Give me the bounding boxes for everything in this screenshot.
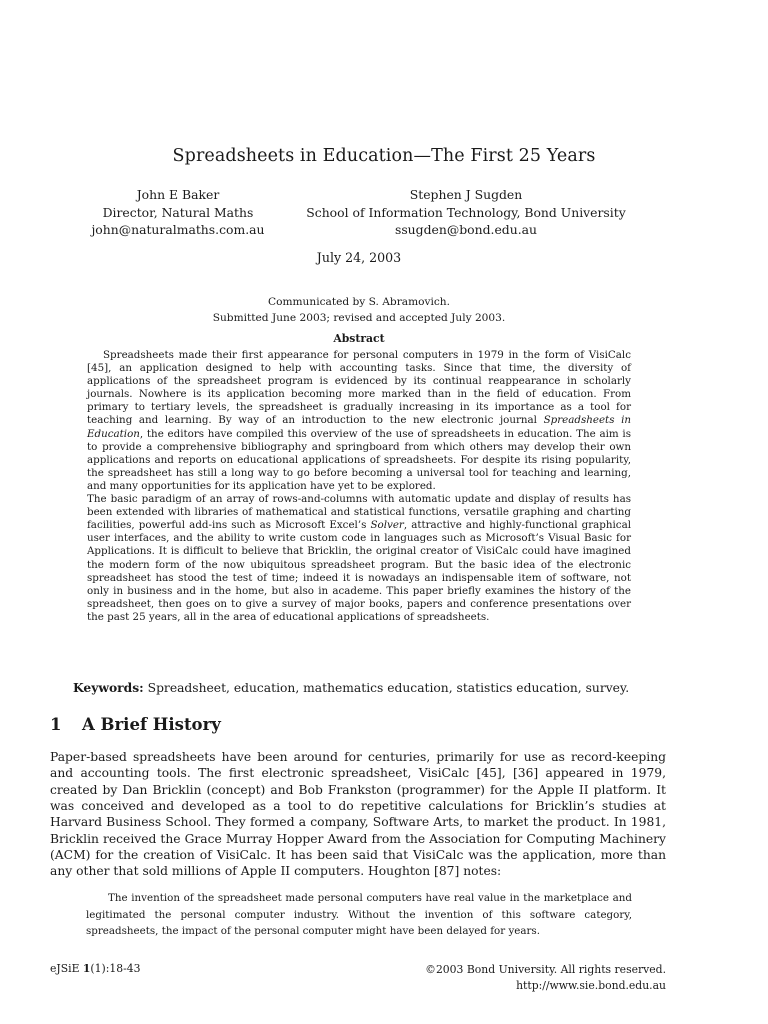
abstract-body — [87, 349, 631, 624]
author-block-1 — [60, 186, 296, 239]
author-name: John E Baker — [136, 187, 220, 202]
copyright-notice: ©2003 Bond University. All rights reserved. — [425, 963, 666, 976]
section-number: 1 — [50, 715, 62, 734]
solver-term: Solver — [370, 519, 404, 532]
section-heading — [50, 715, 221, 734]
abstract-heading: Abstract — [333, 332, 385, 345]
footer-copyright-block — [425, 962, 666, 993]
block-quote: The invention of the spreadsheet made personal computers have real value in the marketplace and legitimated the personal computer industry. Without the invention of this software category, spreadsheets, the impact of the personal computer might have been delayed for years. — [86, 892, 632, 937]
keywords-text: Spreadsheet, education, mathematics education, statistics education, survey. — [147, 681, 630, 695]
author-affiliation: School of Information Technology, Bond University — [306, 204, 626, 220]
submission-info: Submitted June 2003; revised and accepted July 2003. — [212, 311, 506, 324]
keywords-label: Keywords: — [73, 680, 144, 695]
author-email: ssugden@bond.edu.au — [394, 222, 538, 237]
abstract-paragraph-2: The basic paradigm of an array of rows-and-columns with automatic update and display of results has been extended with libraries of mathematical and statistical functions, versatile graphing and charting facilities, powerful add-ins such as Microsoft Excel’s Solver, attractive and highly-functional graphical user interfaces, and the ability to write custom code in languages such as Microsoft’s Visual Basic for Applications. It is difficult to believe that Bricklin, the original creator of VisiCalc could have imagined the modern form of the now ubiquitous spreadsheet program. But the basic idea of the electronic spreadsheet has stood the test of time; indeed it is nowadays an indispensable item of software, not only in business and in the home, but also in academe. This paper briefly examines the history of the spreadsheet, then goes on to give a survey of major books, papers and conference presentations over the past 25 years, all in the area of educational applications of spreadsheets. — [87, 493, 631, 623]
journal-url[interactable]: http://www.sie.bond.edu.au — [516, 978, 666, 992]
communicated-by: Communicated by S. Abramovich. — [267, 296, 450, 308]
author-affiliation: Director, Natural Maths — [102, 204, 254, 220]
author-block-2 — [290, 186, 642, 239]
journal-name: Spreadsheets in Education — [87, 414, 631, 440]
paper-date: July 24, 2003 — [316, 250, 402, 265]
communication-info — [0, 295, 718, 326]
author-name: Stephen J Sugden — [409, 187, 523, 202]
body-paragraph: Paper-based spreadsheets have been around for centuries, primarily for use as record-keeping and accounting tools. The first electronic spreadsheet, VisiCalc [45], [36] appeared in 1979, created by Dan Bricklin (concept) and Bob Frankston (programmer) for the Apple II platform. It was conceived and developed as a tool to do repetitive calculations for Bricklin’s studies at Harvard Business School. They formed a company, Software Arts, to market the product. In 1981, Bricklin received the Grace Murray Hopper Award from the Association for Computing Machinery (ACM) for the creation of VisiCalc. It has been said that VisiCalc was the application, more than any other that sold millions of Apple II computers. Houghton [87] notes: — [50, 750, 666, 879]
author-email: john@naturalmaths.com.au — [91, 222, 265, 237]
section-title: A Brief History — [82, 715, 221, 734]
paper-title: Spreadsheets in Education—The First 25 Years — [172, 146, 596, 166]
abstract-paragraph-1: Spreadsheets made their first appearance for personal computers in 1979 in the form of VisiCalc [45], an application designed to help with accounting tasks. Since that time, the diversity of applications of the spreadsheet program is evidenced by its continual reappearance in scholarly journals. Nowhere is its application becoming more marked than in the field of education. From primary to tertiary levels, the spreadsheet is gradually increasing in its importance as a tool for teaching and learning. By way of an introduction to the new electronic journal Spreadsheets in Education, the editors have compiled this overview of the use of spreadsheets in education. The aim is to provide a comprehensive bibliography and springboard from which others may develop their own applications and reports on educational applications of spreadsheets. For despite its rising popularity, the spreadsheet has still a long way to go before becoming a universal tool for teaching and learning, and many opportunities for its application have yet to be explored. — [87, 349, 631, 492]
keywords — [73, 680, 673, 695]
journal-citation: eJSiE 1(1):18-43 — [50, 962, 141, 975]
